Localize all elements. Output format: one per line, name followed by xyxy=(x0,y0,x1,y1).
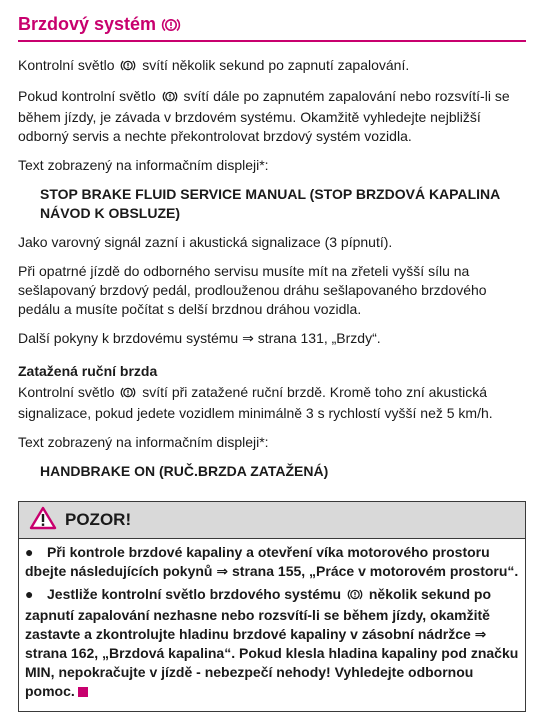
paragraph-8: Text zobrazený na informačním displeji*: xyxy=(18,434,269,450)
brake-warning-icon xyxy=(161,17,181,33)
brake-warning-icon xyxy=(162,89,178,108)
page-title-text: Brzdový systém xyxy=(18,14,157,34)
display-message-2: HANDBRAKE ON (RUČ.BRZDA ZATAŽENÁ) xyxy=(40,463,329,479)
subheading-handbrake: Zatažená ruční brzda xyxy=(18,363,158,379)
end-mark xyxy=(78,687,88,697)
warning-header xyxy=(19,502,525,539)
warning-title: POZOR! xyxy=(65,510,132,529)
display-message-1: STOP BRAKE FLUID SERVICE MANUAL (STOP BRZDOVÁ KAPALINA NÁVOD K OBSLUZE) xyxy=(40,186,500,221)
paragraph-6: Další pokyny k brzdovému systému ⇒ strana 131, „Brzdy“. xyxy=(18,330,381,346)
paragraph-5: Při opatrné jízdě do odborného servisu musíte mít na zřeteli vyšší sílu na sešlapovaný brzdový pedál, prodlouženou dráhu sešlapovaného brzdového pedálu a musíte počítat s delší brzdnou dráhou vozidla. xyxy=(18,263,487,317)
paragraph-3: Text zobrazený na informačním displeji*: xyxy=(18,157,269,173)
paragraph-7: Kontrolní světlo svítí při zatažené ruční brzdě. Kromě toho zní akustická signalizace, pokud jedete vozidlem minimálně 3 s rychlostí vyšší než 5 km/h. xyxy=(18,384,493,421)
page-title xyxy=(18,14,181,35)
paragraph-4: Jako varovný signál zazní i akustická signalizace (3 pípnutí). xyxy=(18,234,393,250)
brake-warning-icon xyxy=(347,587,363,606)
warning-item-1: ● Při kontrole brzdové kapaliny a otevření víka motorového prostoru dbejte následujících pokynů ⇒ strana 155, „Práce v motorovém prostoru“. xyxy=(25,544,519,579)
warning-triangle-icon xyxy=(29,506,57,535)
warning-body xyxy=(19,539,525,711)
paragraph-1: Kontrolní světlo svítí několik sekund po zapnutí zapalování. xyxy=(18,56,526,77)
warning-item-2: ● Jestliže kontrolní světlo brzdového systému několik sekund po zapnutí zapalování nezhasne nebo rozsvítí-li se během jízdy, okamžitě zastavte a zkontrolujte hladinu brzdové kapaliny v zásobní nádržce ⇒ strana 162, „Brzdová kapalina“. Pokud klesla hladina kapaliny pod značku MIN, nepokračujte v jízdě - nebezpečí nehody! Vyhledejte odbornou pomoc. xyxy=(25,586,519,699)
content xyxy=(18,42,526,712)
bullet: ● xyxy=(25,544,34,560)
brake-warning-icon xyxy=(120,58,136,77)
brake-warning-icon xyxy=(120,385,136,404)
warning-box xyxy=(18,501,526,712)
paragraph-2: Pokud kontrolní světlo svítí dále po zapnutém zapalování nebo rozsvítí-li se během jízdy, je závada v brzdovém systému. Okamžitě vyhledejte nejbližší odborný servis a nechte překontrolovat brzdový systém vozidla. xyxy=(18,88,510,144)
section-header xyxy=(18,10,526,42)
bullet: ● xyxy=(25,586,34,602)
